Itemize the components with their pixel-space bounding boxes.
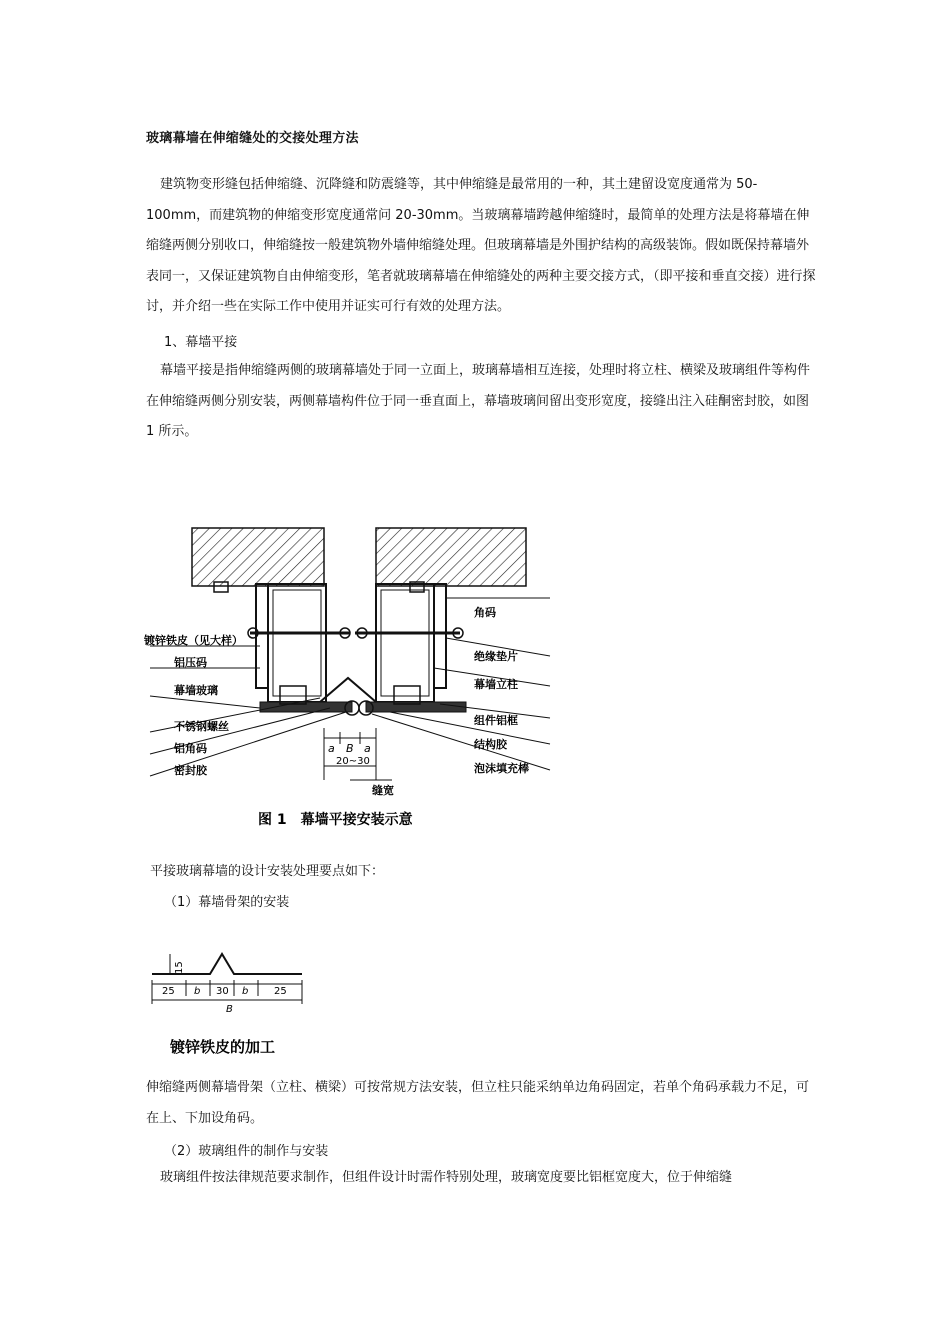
label-frame: 组件铝框 — [474, 714, 518, 727]
label-stainless-screw: 不锈钢螺丝 — [174, 720, 229, 733]
paragraph-intro: 建筑物变形缝包括伸缩缝、沉降缝和防震缝等，其中伸缩缝是最常用的一种，其土建留设宽度通常为 50-100mm，而建筑物的伸缩变形宽度通常问 20-30mm。当玻璃幕墙跨越伸缩缝时，最简单的处理方法是将幕墙在伸缩缝两侧分别收口，伸缩缝按一般建筑物外墙伸缩缝处理。但玻璃幕墙是外围护结构的高级装饰。假如既保持幕墙外表同一，又保证建筑物自由伸缩变形，笔者就玻璃幕墙在伸缩缝处的两种主要交接方式，（即平接和垂直交接）进行探讨，并介绍一些在实际工作中使用并证实可行有效的处理方法。 — [146, 177, 816, 314]
dim-gap-label: 缝宽 — [372, 784, 394, 797]
dim-range: 20~30 — [336, 756, 370, 767]
label-sealant: 密封胶 — [174, 764, 207, 777]
figure2-caption: 镀锌铁皮的加工 — [170, 1038, 276, 1056]
mullion-left — [268, 584, 326, 702]
label-mullion: 幕墙立柱 — [474, 678, 518, 691]
dim-b: B — [346, 742, 354, 755]
dim-a-left: a — [328, 742, 335, 755]
figure-flat-joint-diagram — [140, 518, 560, 838]
dim-4: b — [242, 986, 249, 997]
concrete-slab-right — [376, 528, 526, 586]
subheading-frame-install: （1）幕墙骨架的安装 — [164, 895, 290, 910]
paragraph-flat-joint: 幕墙平接是指伸缩缝两侧的玻璃幕墙处于同一立面上，玻璃幕墙相互连接，处理时将立柱、横梁及玻璃组件等构件在伸缩缝两侧分别安装，两侧幕墙构件位于同一垂直面上，幕墙玻璃间留出变形宽度，接缝出注入硅酮密封胶，如图 1 所示。 — [146, 363, 811, 439]
label-galvanized-sheet: 镀锌铁皮（见大样） — [144, 634, 243, 647]
figure-galvanized-sheet-detail — [146, 940, 316, 1060]
concrete-slab-left — [192, 528, 324, 586]
label-structural-glue: 结构胶 — [474, 738, 507, 751]
mullion-right — [376, 584, 434, 702]
document-title: 玻璃幕墙在伸缩缝处的交接处理方法 — [146, 131, 359, 146]
paragraph-frame-install: 伸缩缝两侧幕墙骨架（立柱、横梁）可按常规方法安装，但立柱只能采纳单边角码固定，若单个角码承载力不足，可在上、下加设角码。 — [146, 1080, 810, 1126]
dim-2: b — [194, 986, 201, 997]
subheading-glass-install: （2）玻璃组件的制作与安装 — [164, 1144, 329, 1159]
label-angle-code: 角码 — [474, 606, 496, 619]
section-heading-flat-joint: 1、幕墙平接 — [164, 335, 238, 350]
angle-bracket-right — [434, 584, 446, 688]
figure1-caption: 图 1 幕墙平接安装示意 — [258, 812, 413, 828]
dim-1: 25 — [162, 986, 175, 997]
label-aluminum-clip: 铝压码 — [174, 656, 207, 669]
dim-5: 25 — [274, 986, 287, 997]
dim-total: B — [226, 1004, 233, 1015]
dim-3: 30 — [216, 986, 229, 997]
paragraph-glass-install: 玻璃组件按法律规范要求制作，但组件设计时需作特别处理，玻璃宽度要比铝框宽度大，位于伸缩缝 — [160, 1170, 733, 1185]
label-insulating-pad: 绝缘垫片 — [474, 650, 518, 663]
label-aluminum-angle: 铝角码 — [174, 742, 207, 755]
points-intro: 平接玻璃幕墙的设计安装处理要点如下： — [150, 864, 385, 879]
dim-a-right: a — [364, 742, 371, 755]
dim-height: 15 — [174, 961, 185, 974]
galvanized-sheet — [320, 678, 376, 702]
label-foam-rod: 泡沫填充棒 — [474, 762, 529, 775]
label-curtain-glass: 幕墙玻璃 — [174, 684, 218, 697]
